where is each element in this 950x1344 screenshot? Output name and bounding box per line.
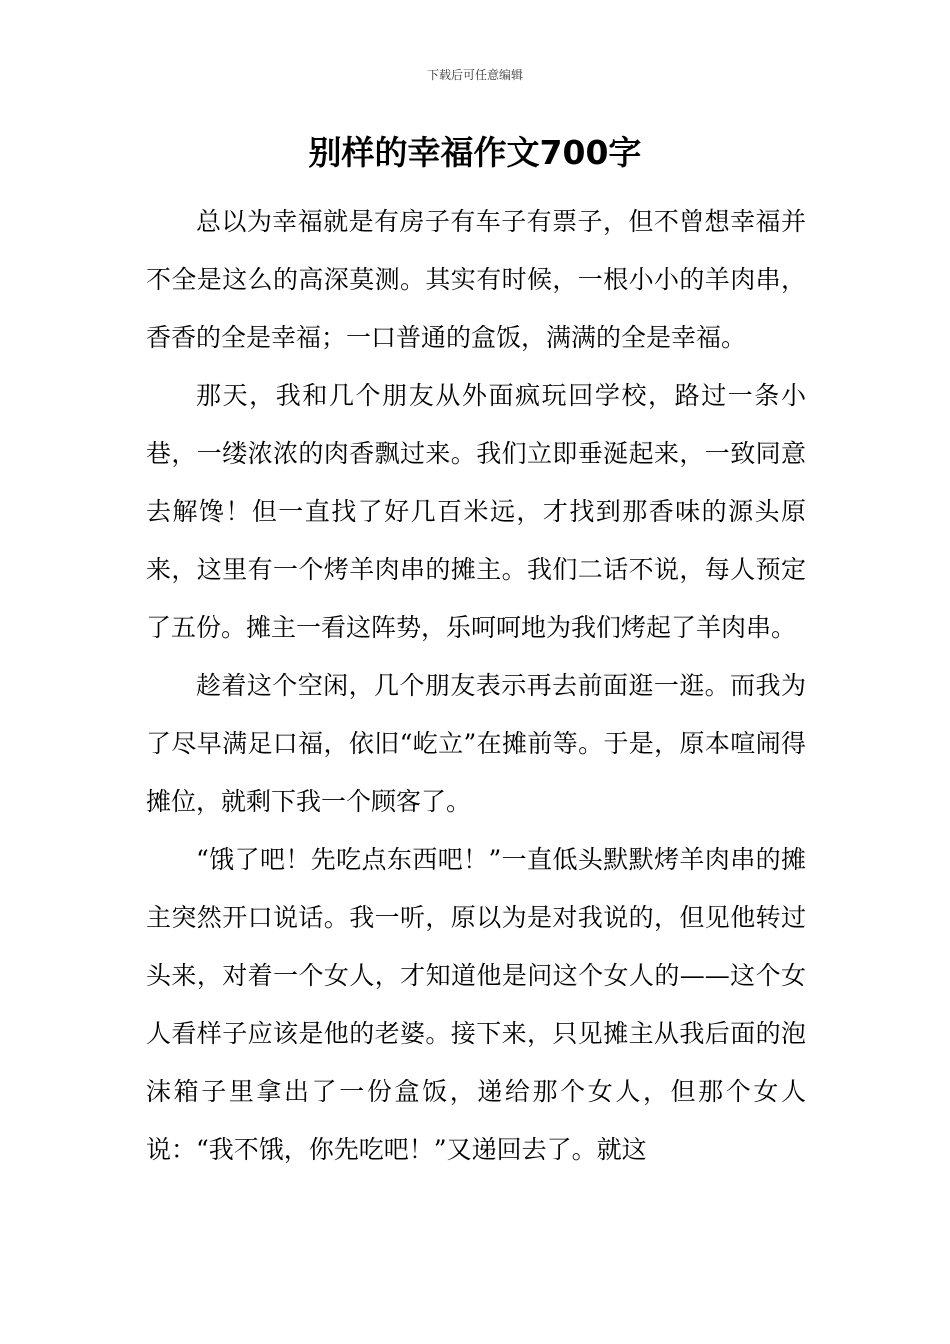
paragraph-2: 那天，我和几个朋友从外面疯玩回学校，路过一条小巷，一缕浓浓的肉香飘过来。我们立即垂涎起来，一致同意去解馋！但一直找了好几百米远，才找到那香味的源头原来，这里有一个烤羊肉串的摊主。我们二话不说，每人预定了五份。摊主一看这阵势，乐呵呵地为我们烤起了羊肉串。 xyxy=(146,381,806,642)
document-body xyxy=(146,193,806,1179)
paragraph-4: “饿了吧！先吃点东西吧！”一直低头默默烤羊肉串的摊主突然开口说话。我一听，原以为是对我说的，但见他转过头来，对着一个女人，才知道他是问这个女人的——这个女人看样子应该是他的老婆。接下来，只见摊主从我后面的泡沫箱子里拿出了一份盒饭，递给那个女人，但那个女人说：“我不饿，你先吃吧！”又递回去了。就这 xyxy=(146,845,806,1164)
paragraph-1: 总以为幸福就是有房子有车子有票子，但不曾想幸福并不全是这么的高深莫测。其实有时候，一根小小的羊肉串，香香的全是幸福；一口普通的盒饭，满满的全是幸福。 xyxy=(146,207,806,352)
document-title: 别样的幸福作文700字 xyxy=(308,133,642,172)
header-note: 下载后可任意编辑 xyxy=(426,68,523,82)
paragraph-3: 趁着这个空闲，几个朋友表示再去前面逛一逛。而我为了尽早满足口福，依旧“屹立”在摊前等。于是，原本喧闹得摊位，就剩下我一个顾客了。 xyxy=(146,671,806,816)
